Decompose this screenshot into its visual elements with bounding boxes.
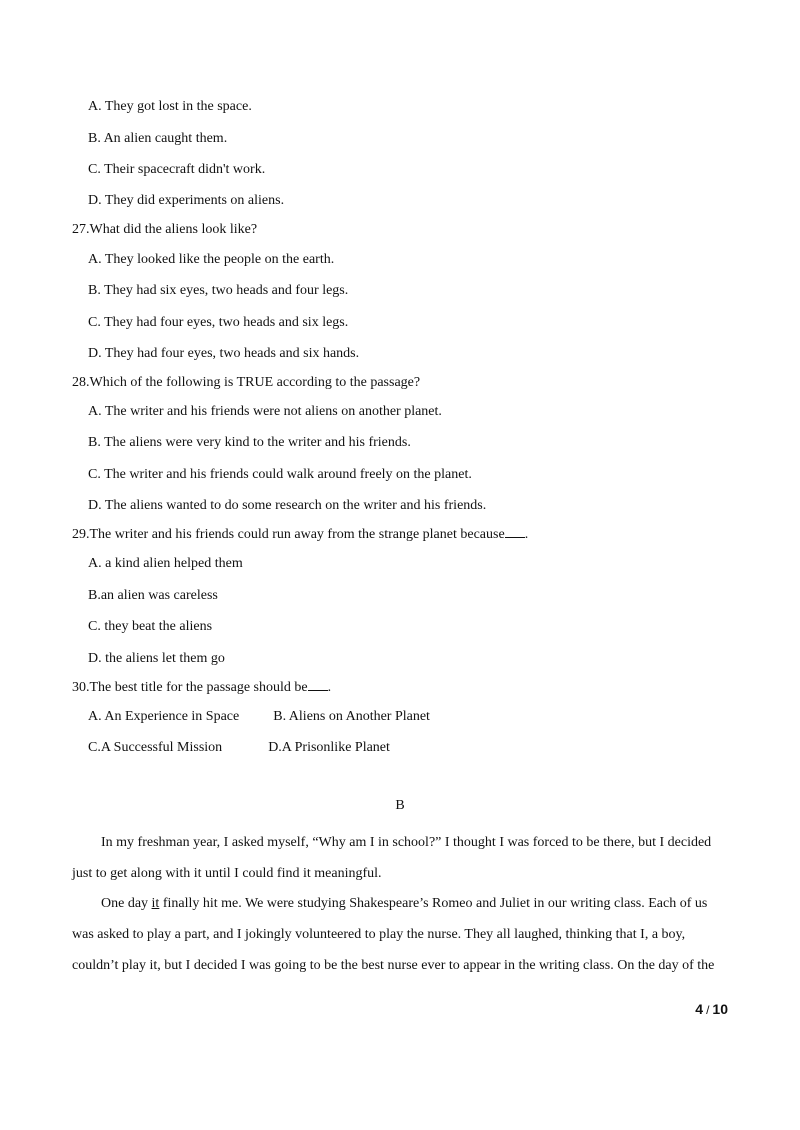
q30-question: 30.The best title for the passage should be . [72, 680, 332, 695]
q29-option-b: B.an alien was careless [88, 588, 218, 603]
page-total: 10 [712, 1001, 728, 1017]
answer-blank [308, 689, 328, 691]
underlined-word: it [151, 896, 160, 911]
q30-option-b: B. Aliens on Another Planet [273, 709, 430, 724]
q28-question: 28.Which of the following is TRUE according to the passage? [72, 375, 421, 390]
section-heading: B [395, 798, 405, 813]
passage-paragraph-2 [72, 888, 728, 981]
para2-text-start: One day [101, 896, 152, 911]
q30-options-row-2 [88, 740, 390, 756]
page-separator: / [706, 1003, 710, 1017]
page-number [695, 1001, 728, 1017]
q26-option-a: A. They got lost in the space. [88, 99, 252, 114]
q28-option-a: A. The writer and his friends were not aliens on another planet. [88, 404, 442, 419]
q28-option-d: D. The aliens wanted to do some research on the writer and his friends. [88, 498, 487, 513]
q26-option-b: B. An alien caught them. [88, 131, 228, 146]
q29-option-a: A. a kind alien helped them [88, 556, 243, 571]
q29-option-c: C. they beat the aliens [88, 619, 213, 634]
page-current: 4 [695, 1001, 704, 1017]
q27-option-b: B. They had six eyes, two heads and four legs. [88, 283, 349, 298]
q26-option-c: C. Their spacecraft didn't work. [88, 162, 266, 177]
q30-question-text: 30.The best title for the passage should be [72, 680, 308, 695]
q29-option-d: D. the aliens let them go [88, 651, 225, 666]
q28-option-c: C. The writer and his friends could walk around freely on the planet. [88, 467, 472, 482]
q27-option-a: A. They looked like the people on the earth. [88, 252, 335, 267]
q26-option-d: D. They did experiments on aliens. [88, 193, 285, 208]
para2-text-rest: finally hit me. We were studying Shakespeare’s Romeo and Juliet in our writing class. Each of us was asked to play a part, and I jokingly volunteered to play the nurse. They all laughed, thinking that I, a boy, couldn’t play it, but I decided I was going to be the best nurse ever to appear in the writing class. On the day of the [72, 896, 715, 973]
q30-options-row-1 [88, 709, 430, 725]
q30-option-c: C.A Successful Mission [88, 740, 223, 755]
q27-question: 27.What did the aliens look like? [72, 222, 258, 237]
q27-option-c: C. They had four eyes, two heads and six legs. [88, 315, 349, 330]
answer-blank [505, 536, 525, 538]
q28-option-b: B. The aliens were very kind to the writer and his friends. [88, 435, 411, 450]
q27-option-d: D. They had four eyes, two heads and six hands. [88, 346, 360, 361]
q30-option-a: A. An Experience in Space [88, 709, 240, 724]
passage-paragraph-1: In my freshman year, I asked myself, “Why am I in school?” I thought I was forced to be there, but I decided just to get along with it until I could find it meaningful. [72, 835, 712, 881]
q30-option-d: D.A Prisonlike Planet [268, 740, 390, 755]
q29-question-text: 29.The writer and his friends could run away from the strange planet because [72, 527, 505, 542]
q29-question: 29.The writer and his friends could run away from the strange planet because . [72, 527, 529, 542]
